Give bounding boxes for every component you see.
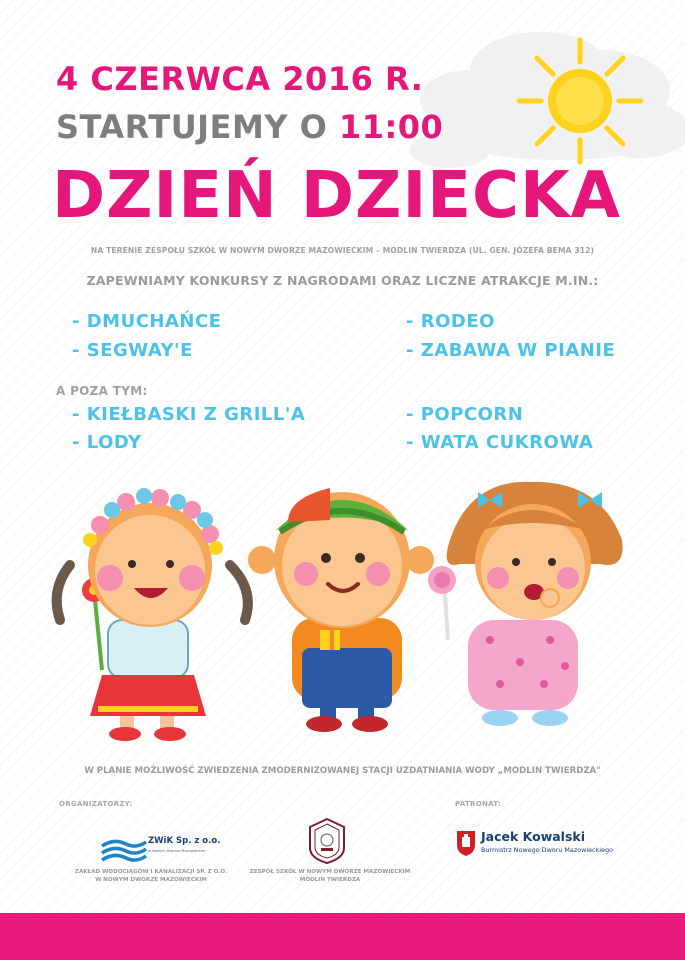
girl-with-lollipop-illustration <box>428 482 623 726</box>
start-time: 11:00 <box>338 108 444 146</box>
attractions-intro: ZAPEWNIAMY KONKURSY Z NAGRODAMI ORAZ LICZNE ATRAKCJE M.IN.: <box>86 273 599 288</box>
zwik-caption <box>62 868 240 884</box>
extra-item: - LODY <box>72 432 142 453</box>
city-crest-icon <box>456 829 476 857</box>
patron-role: Burmistrz Nowego Dworu Mazowieckiego <box>481 846 613 854</box>
extra-item: - WATA CUKROWA <box>406 432 594 453</box>
patronage-label: PATRONAT: <box>455 800 502 808</box>
zwik-logo-sub: w Nowym Dworze Mazowieckim <box>148 849 206 853</box>
bottom-accent-bar <box>0 913 685 960</box>
water-station-note: W PLANIE MOŻLIWOŚĆ ZWIEDZENIA ZMODERNIZOWANEJ STACJI UZDATNIANIA WODY „MODLIN TWIERDZA" <box>84 766 601 776</box>
zwik-caption-line: W NOWYM DWORZE MAZOWIECKIM <box>95 877 207 883</box>
attraction-item: - SEGWAY'E <box>72 340 193 361</box>
attraction-item: - ZABAWA W PIANIE <box>406 340 616 361</box>
start-time-line <box>56 108 443 146</box>
school-emblem-logo <box>308 818 346 864</box>
event-date: 4 CZERWCA 2016 R. <box>56 60 424 98</box>
girl-with-flowers-illustration <box>57 488 248 741</box>
boy-with-gift-illustration <box>248 488 434 732</box>
extra-item: - POPCORN <box>406 404 524 425</box>
school-caption-line: MODLIN TWIERDZA <box>299 877 361 883</box>
organizers-label: ORGANIZATORZY: <box>59 800 133 808</box>
also-label: A POZA TYM: <box>56 384 148 398</box>
extra-item: - KIEŁBASKI Z GRILL'A <box>72 404 306 425</box>
zwik-caption-line: ZAKŁAD WODOCIĄGÓW I KANALIZACJI SP. Z O.O. <box>74 869 228 875</box>
school-caption <box>240 868 420 884</box>
zwik-logo-name: ZWiK Sp. z o.o. <box>148 836 221 846</box>
patron-name: Jacek Kowalski <box>481 829 585 844</box>
attraction-item: - RODEO <box>406 311 495 332</box>
event-title: DZIEŃ DZIECKA <box>52 159 622 233</box>
attraction-item: - DMUCHAŃCE <box>72 311 222 332</box>
event-address: NA TERENIE ZESPOŁU SZKÓŁ W NOWYM DWORZE MAZOWIECKIM – MODLIN TWIERDZA (UL. GEN. JÓZEFA BEMA 312) <box>90 246 595 255</box>
start-prefix: STARTUJEMY O <box>56 108 339 146</box>
children-illustration <box>30 470 660 750</box>
school-caption-line: ZESPÓŁ SZKÓŁ W NOWYM DWORZE MAZOWIECKIM <box>249 869 411 875</box>
